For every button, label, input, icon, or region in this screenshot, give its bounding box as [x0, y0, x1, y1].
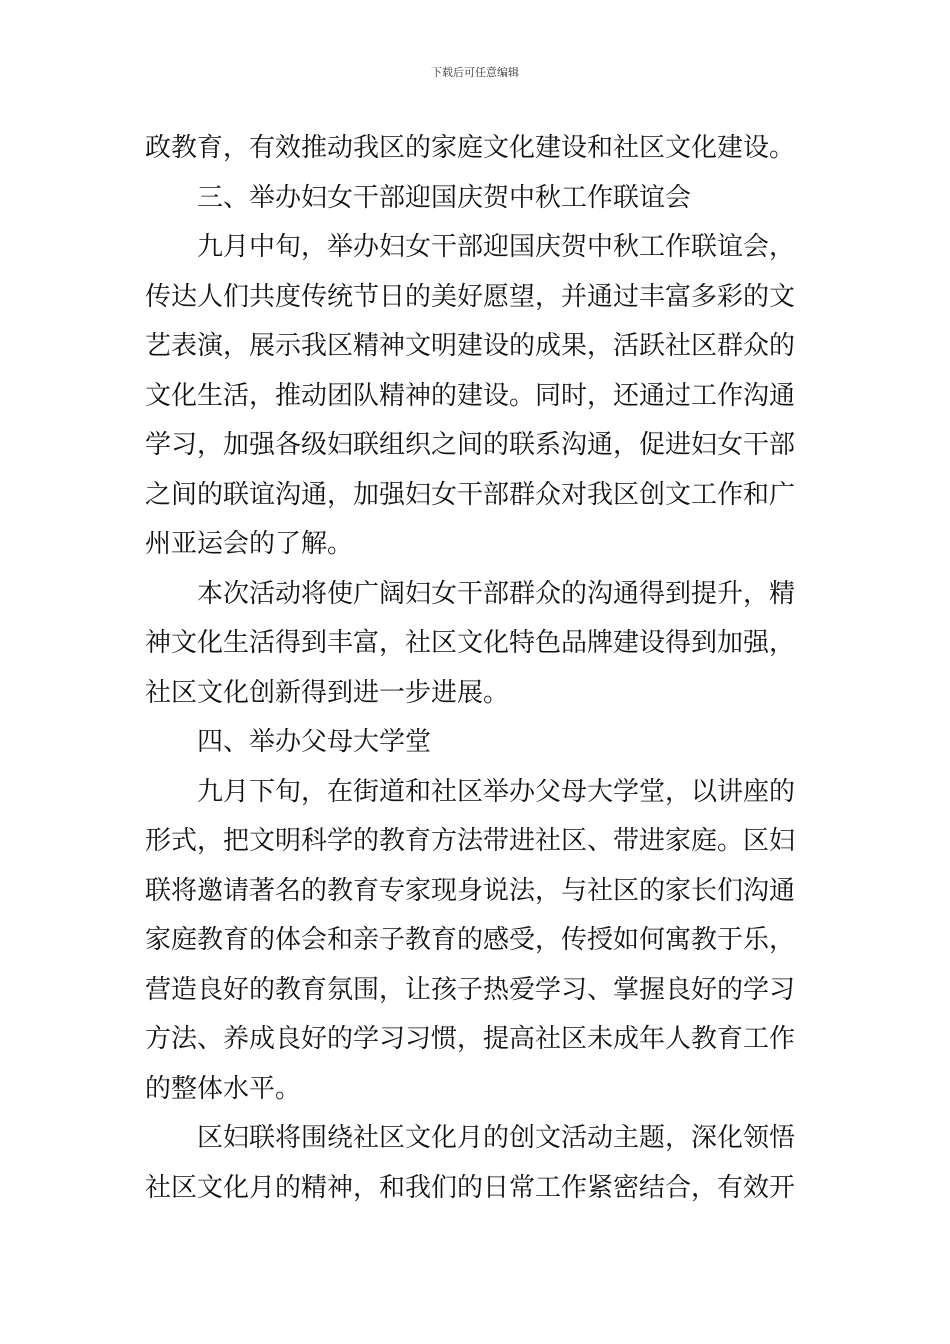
- text-line: 联将邀请著名的教育专家现身说法，与社区的家长们沟通: [145, 875, 796, 906]
- text-line: 传达人们共度传统节日的美好愿望，并通过丰富多彩的文: [145, 281, 796, 312]
- text-line: 九月下旬，在街道和社区举办父母大学堂，以讲座的: [197, 776, 796, 807]
- text-line: 的整体水平。: [145, 1073, 302, 1104]
- text-line: 家庭教育的体会和亲子教育的感受，传授如何寓教于乐，: [145, 925, 796, 955]
- text-line: 政教育，有效推动我区的家庭文化建设和社区文化建设。: [145, 133, 796, 163]
- text-line: 社区文化创新得到进一步进展。: [145, 677, 510, 708]
- text-line: 形式，把文明科学的教育方法带进社区、带进家庭。区妇: [145, 826, 796, 856]
- text-line: 艺表演，展示我区精神文明建设的成果，活跃社区群众的: [145, 331, 796, 361]
- document-body: [145, 124, 807, 1213]
- text-line: 三、举办妇女干部迎国庆贺中秋工作联谊会: [197, 182, 692, 213]
- text-line: 社区文化月的精神，和我们的日常工作紧密结合，有效开: [145, 1172, 796, 1203]
- page-header: 下载后可任意编辑: [431, 66, 519, 79]
- text-line: 之间的联谊沟通，加强妇女干部群众对我区创文工作和广: [145, 479, 796, 510]
- text-line: 方法、养成良好的学习习惯，提高社区未成年人教育工作: [145, 1024, 796, 1054]
- text-line: 州亚运会的了解。: [145, 529, 354, 559]
- text-line: 神文化生活得到丰富，社区文化特色品牌建设得到加强，: [145, 628, 796, 658]
- text-line: 本次活动将使广阔妇女干部群众的沟通得到提升，精: [197, 578, 796, 609]
- text-line: 九月中旬，举办妇女干部迎国庆贺中秋工作联谊会，: [197, 232, 796, 262]
- text-line: 四、举办父母大学堂: [197, 727, 432, 757]
- text-line: 区妇联将围绕社区文化月的创文活动主题，深化领悟: [197, 1123, 796, 1153]
- text-line: 营造良好的教育氛围，让孩子热爱学习、掌握良好的学习: [145, 974, 796, 1005]
- text-line: 学习，加强各级妇联组织之间的联系沟通，促进妇女干部: [145, 430, 796, 460]
- text-line: 文化生活，推动团队精神的建设。同时，还通过工作沟通: [145, 380, 796, 411]
